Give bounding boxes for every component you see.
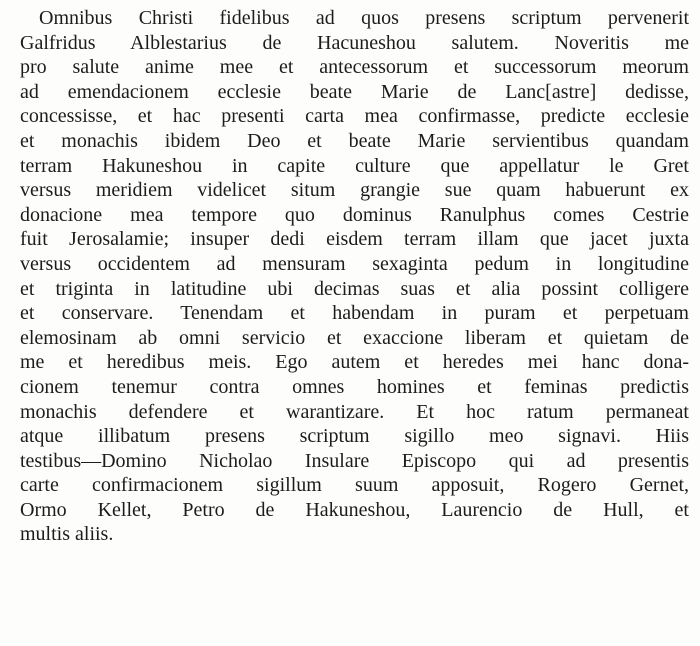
text-line: atque illibatum presens scriptum sigillo meo signavi. Hiis: [20, 425, 689, 448]
text-line: donacione mea tempore quo dominus Ranulphus comes Cestrie: [20, 203, 689, 226]
text-line: concessisse, et hac presenti carta mea confirmasse, predicte ecclesie: [20, 105, 689, 128]
charter-text: [20, 6, 689, 547]
text-line: cionem tenemur contra omnes homines et feminas predictis: [20, 375, 689, 398]
text-line: fuit Jerosalamie; insuper dedi eisdem terram illam que jacet juxta: [20, 228, 689, 251]
text-line: Galfridus Alblestarius de Hacuneshou salutem. Noveritis me: [20, 31, 689, 54]
text-line: elemosinam ab omni servicio et exaccione liberam et quietam de: [20, 326, 689, 349]
text-line: et conservare. Tenendam et habendam in puram et perpetuam: [20, 302, 689, 325]
text-line: ad emendacionem ecclesie beate Marie de Lanc[astre] dedisse,: [20, 80, 689, 103]
text-line: carte confirmacionem sigillum suum apposuit, Rogero Gernet,: [20, 474, 689, 497]
text-line: Ormo Kellet, Petro de Hakuneshou, Laurencio de Hull, et: [20, 498, 689, 521]
text-line: terram Hakuneshou in capite culture que appellatur le Gret: [20, 154, 689, 177]
text-line: pro salute anime mee et antecessorum et successorum meorum: [20, 56, 689, 79]
text-line: monachis defendere et warantizare. Et hoc ratum permaneat: [20, 400, 689, 423]
text-line: et triginta in latitudine ubi decimas suas et alia possint colligere: [20, 277, 689, 300]
text-line: versus meridiem videlicet situm grangie sue quam habuerunt ex: [20, 179, 689, 202]
text-line: et monachis ibidem Deo et beate Marie servientibus quandam: [20, 129, 689, 152]
text-line: testibus—Domino Nicholao Insulare Episcopo qui ad presentis: [20, 449, 689, 472]
text-line: multis aliis.: [20, 523, 114, 546]
text-line: me et heredibus meis. Ego autem et heredes mei hanc dona-: [20, 351, 689, 374]
text-line: versus occidentem ad mensuram sexaginta pedum in longitudine: [20, 252, 689, 275]
text-line: Omnibus Christi fidelibus ad quos presens scriptum pervenerit: [39, 7, 689, 29]
